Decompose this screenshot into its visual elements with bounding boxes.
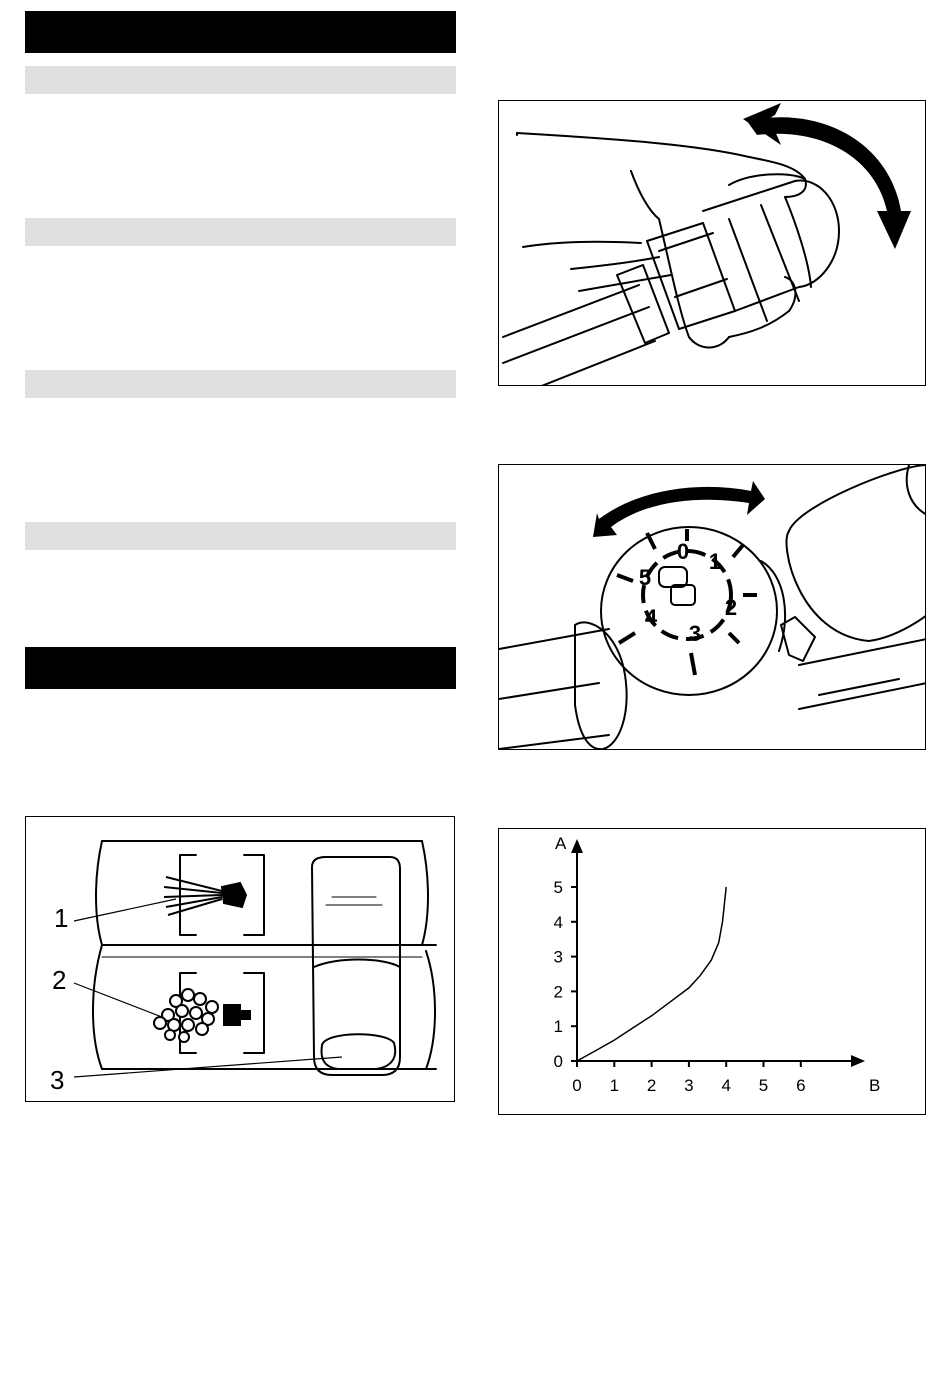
x-tick-label: 4	[721, 1076, 731, 1095]
callout-label-3: 3	[50, 1065, 65, 1095]
y-tick-label: 2	[553, 982, 563, 1002]
x-axis-arrowhead	[851, 1055, 865, 1067]
x-axis-label: B	[869, 1076, 881, 1095]
y-tick-label: 4	[553, 912, 563, 932]
y-tick-label: 0	[553, 1052, 563, 1071]
x-tick-label: 6	[796, 1076, 806, 1095]
subsection-heading-bar-1	[25, 66, 456, 94]
dial-number-5: 5	[638, 565, 652, 590]
y-tick-label: 3	[553, 947, 563, 967]
figure-nozzle-symbols	[25, 816, 455, 1102]
y-tick-label: 5	[553, 878, 563, 897]
x-tick-label: 0	[572, 1076, 582, 1095]
chart-svg	[499, 829, 926, 1115]
dial-number-1: 1	[708, 549, 722, 574]
section-heading-bar-2	[25, 647, 456, 689]
x-tick-label: 3	[684, 1076, 694, 1095]
y-axis-arrowhead	[571, 839, 583, 853]
subsection-heading-bar-2	[25, 218, 456, 246]
x-tick-label: 2	[646, 1076, 657, 1095]
callout-label-1: 1	[54, 903, 69, 933]
hand-nozzle-illustration	[499, 101, 926, 386]
dial-number-4: 4	[644, 605, 658, 630]
dial-number-3: 3	[688, 621, 702, 646]
x-tick-label: 1	[609, 1076, 620, 1095]
dial-number-0: 0	[676, 539, 690, 564]
dial-illustration	[499, 465, 926, 750]
subsection-heading-bar-3	[25, 370, 456, 398]
callout-label-2: 2	[52, 965, 67, 995]
figure-hand-turning-nozzle	[498, 100, 926, 386]
nozzle-symbols-illustration	[26, 817, 455, 1102]
subsection-heading-bar-4	[25, 522, 456, 550]
section-heading-bar-1	[25, 11, 456, 53]
figure-chart	[498, 828, 926, 1115]
y-axis-label: A	[555, 834, 567, 853]
figure-pressure-dial	[498, 464, 926, 750]
chart-series-line	[577, 887, 726, 1061]
x-tick-label: 5	[758, 1076, 769, 1095]
y-tick-label: 1	[553, 1017, 563, 1037]
dial-number-2: 2	[724, 595, 738, 620]
